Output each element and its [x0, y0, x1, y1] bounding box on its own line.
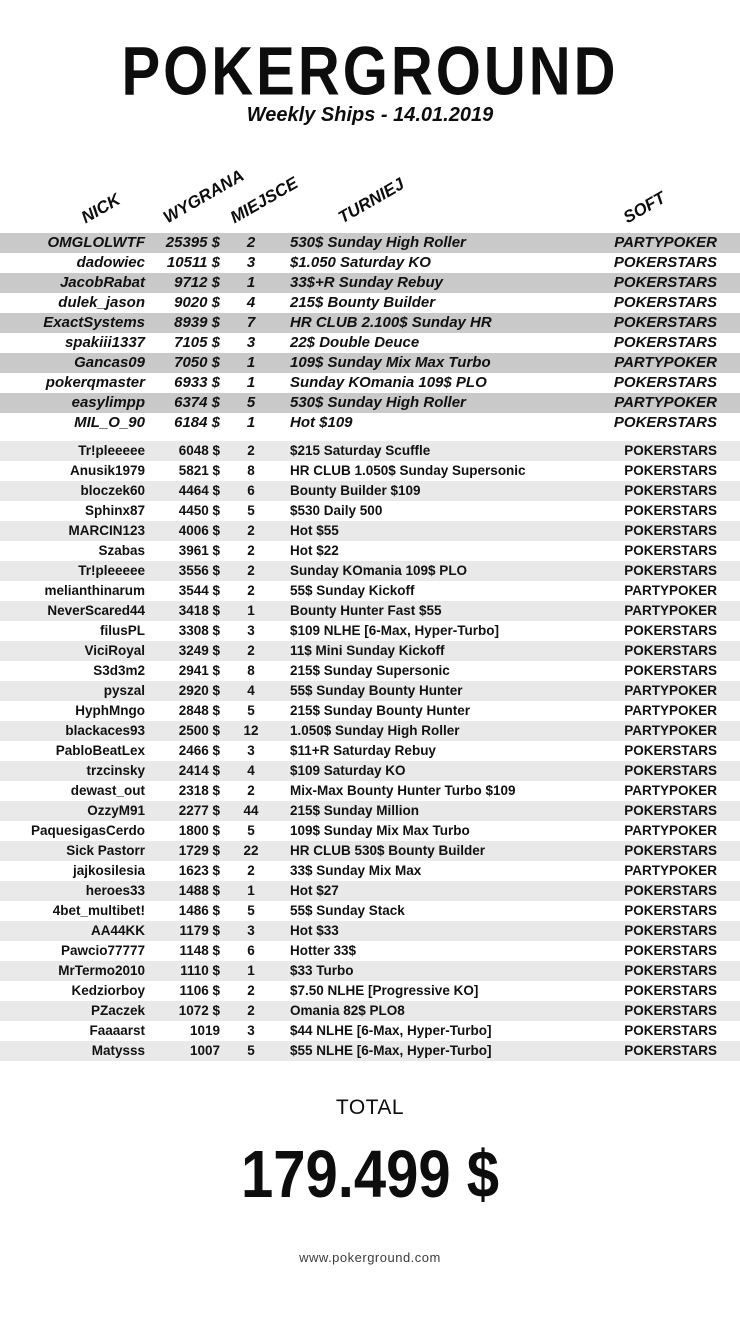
table-row [0, 333, 740, 353]
winnings-cell: 1148 $ [179, 943, 220, 958]
nick-cell: Gancas09 [74, 354, 145, 371]
soft-cell: POKERSTARS [624, 443, 717, 458]
total-label: TOTAL [335, 1096, 405, 1119]
table-row [0, 641, 740, 661]
place-cell: 1 [246, 414, 256, 431]
soft-cell: POKERSTARS [624, 1023, 717, 1038]
nick-cell: 4bet_multibet! [52, 903, 145, 918]
total-amount: 179.499 $ [240, 1137, 500, 1212]
soft-cell: PARTYPOKER [624, 823, 717, 838]
tournament-cell: $109 NLHE [6-Max, Hyper-Turbo] [290, 623, 500, 638]
place-cell: 2 [246, 234, 256, 251]
table-row [0, 233, 740, 253]
nick-cell: ExactSystems [43, 314, 145, 331]
place-cell: 2 [247, 583, 255, 598]
other-results-table [0, 441, 740, 1061]
nick-cell: dadowiec [76, 254, 145, 271]
tournament-cell: 22$ Double Deuce [290, 334, 420, 351]
winnings-cell: 2414 $ [178, 763, 220, 778]
winnings-cell: 7105 $ [174, 334, 220, 351]
winnings-cell: 2500 $ [178, 723, 220, 738]
nick-cell: MIL_O_90 [74, 414, 145, 431]
place-cell: 7 [246, 314, 256, 331]
winnings-cell: 1019 [189, 1023, 220, 1038]
tournament-cell: Hot $33 [290, 923, 339, 938]
soft-cell: POKERSTARS [624, 743, 717, 758]
table-row [0, 273, 740, 293]
tournament-cell: Bounty Builder $109 [290, 483, 421, 498]
soft-cell: POKERSTARS [624, 943, 717, 958]
winnings-cell: 4464 $ [178, 483, 220, 498]
winnings-cell: 6184 $ [174, 414, 220, 431]
place-cell: 3 [247, 743, 255, 758]
winnings-cell: 1007 [189, 1043, 220, 1058]
nick-cell: ViciRoyal [84, 643, 145, 658]
tournament-cell: 109$ Sunday Mix Max Turbo [290, 354, 491, 371]
place-cell: 6 [247, 943, 255, 958]
nick-cell: PabloBeatLex [55, 743, 145, 758]
tournament-cell: Mix-Max Bounty Hunter Turbo $109 [290, 783, 516, 798]
nick-cell: MARCIN123 [68, 523, 145, 538]
soft-cell: PARTYPOKER [614, 234, 717, 251]
soft-cell: POKERSTARS [613, 274, 717, 291]
place-cell: 8 [247, 663, 255, 678]
soft-cell: POKERSTARS [624, 803, 717, 818]
nick-cell: blackaces93 [65, 723, 145, 738]
winnings-cell: 2848 $ [178, 703, 220, 718]
soft-cell: POKERSTARS [624, 563, 717, 578]
place-cell: 6 [247, 483, 255, 498]
table-row [0, 461, 740, 481]
place-cell: 2 [247, 563, 255, 578]
nick-cell: Faaaarst [89, 1023, 145, 1038]
place-cell: 5 [247, 1043, 255, 1058]
table-row [0, 1021, 740, 1041]
winnings-cell: 3544 $ [178, 583, 220, 598]
tournament-cell: Hotter 33$ [290, 943, 357, 958]
soft-cell: PARTYPOKER [624, 863, 717, 878]
place-cell: 5 [247, 503, 255, 518]
table-row [0, 373, 740, 393]
nick-cell: Kedziorboy [71, 983, 145, 998]
nick-cell: heroes33 [85, 883, 145, 898]
soft-cell: POKERSTARS [624, 903, 717, 918]
tournament-cell: 55$ Sunday Bounty Hunter [290, 683, 463, 698]
place-cell: 5 [247, 823, 255, 838]
nick-cell: PZaczek [90, 1003, 145, 1018]
table-row [0, 293, 740, 313]
place-cell: 12 [243, 723, 259, 738]
place-cell: 2 [247, 443, 255, 458]
winnings-cell: 6048 $ [178, 443, 220, 458]
soft-cell: POKERSTARS [624, 623, 717, 638]
table-row [0, 981, 740, 1001]
winnings-cell: 9712 $ [174, 274, 220, 291]
tournament-cell: Sunday KOmania 109$ PLO [290, 563, 468, 578]
place-cell: 1 [246, 374, 256, 391]
nick-cell: Tr!pleeeee [78, 563, 145, 578]
place-cell: 5 [247, 703, 255, 718]
place-cell: 2 [247, 783, 255, 798]
winnings-cell: 7050 $ [174, 354, 220, 371]
table-row [0, 861, 740, 881]
table-row [0, 313, 740, 333]
soft-cell: POKERSTARS [624, 983, 717, 998]
soft-cell: POKERSTARS [624, 463, 717, 478]
place-cell: 44 [243, 803, 259, 818]
website-url: www.pokerground.com [299, 1250, 441, 1265]
table-row [0, 701, 740, 721]
table-row [0, 901, 740, 921]
column-header-soft: SOFT [620, 188, 669, 228]
winnings-cell: 2466 $ [178, 743, 220, 758]
table-row [0, 841, 740, 861]
nick-cell: trzcinsky [86, 763, 145, 778]
tournament-cell: $55 NLHE [6-Max, Hyper-Turbo] [290, 1043, 492, 1058]
soft-cell: POKERSTARS [624, 883, 717, 898]
place-cell: 3 [246, 254, 256, 271]
nick-cell: Matysss [91, 1043, 145, 1058]
place-cell: 22 [243, 843, 259, 858]
nick-cell: S3d3m2 [93, 663, 145, 678]
winnings-cell: 1623 $ [178, 863, 220, 878]
soft-cell: POKERSTARS [624, 963, 717, 978]
soft-cell: POKERSTARS [613, 254, 717, 271]
soft-cell: PARTYPOKER [624, 583, 717, 598]
table-row [0, 413, 740, 433]
nick-cell: Szabas [98, 543, 145, 558]
tournament-cell: HR CLUB 530$ Bounty Builder [290, 843, 486, 858]
table-row [0, 393, 740, 413]
nick-cell: Pawcio77777 [60, 943, 145, 958]
winnings-cell: 2920 $ [178, 683, 220, 698]
tournament-cell: 215$ Sunday Supersonic [290, 663, 450, 678]
table-row [0, 561, 740, 581]
nick-cell: easylimpp [71, 394, 145, 411]
nick-cell: Sick Pastorr [66, 843, 145, 858]
nick-cell: MrTermo2010 [58, 963, 145, 978]
nick-cell: filusPL [99, 623, 145, 638]
tournament-cell: 109$ Sunday Mix Max Turbo [290, 823, 470, 838]
nick-cell: OMGLOLWTF [47, 234, 145, 251]
soft-cell: PARTYPOKER [624, 603, 717, 618]
place-cell: 3 [247, 923, 255, 938]
tournament-cell: HR CLUB 1.050$ Sunday Supersonic [290, 463, 526, 478]
table-row [0, 781, 740, 801]
tournament-cell: $215 Saturday Scuffle [290, 443, 431, 458]
soft-cell: POKERSTARS [613, 414, 717, 431]
place-cell: 2 [247, 643, 255, 658]
winnings-cell: 1488 $ [178, 883, 220, 898]
nick-cell: spakiii1337 [64, 334, 145, 351]
soft-cell: PARTYPOKER [614, 354, 717, 371]
winnings-cell: 3249 $ [178, 643, 220, 658]
report-subtitle: Weekly Ships - 14.01.2019 [246, 104, 494, 126]
soft-cell: POKERSTARS [624, 543, 717, 558]
winnings-cell: 1110 $ [180, 963, 220, 978]
table-row [0, 1041, 740, 1061]
soft-cell: POKERSTARS [624, 843, 717, 858]
column-header-turniej: TURNIEJ [335, 174, 408, 228]
table-row [0, 621, 740, 641]
place-cell: 1 [247, 603, 255, 618]
winnings-cell: 1729 $ [178, 843, 220, 858]
place-cell: 2 [247, 1003, 255, 1018]
nick-cell: pyszal [103, 683, 145, 698]
soft-cell: POKERSTARS [624, 923, 717, 938]
soft-cell: POKERSTARS [624, 1043, 717, 1058]
soft-cell: POKERSTARS [624, 503, 717, 518]
soft-cell: PARTYPOKER [614, 394, 717, 411]
winnings-cell: 8939 $ [174, 314, 220, 331]
nick-cell: AA44KK [90, 923, 145, 938]
nick-cell: Sphinx87 [84, 503, 145, 518]
winnings-cell: 2318 $ [178, 783, 220, 798]
table-row [0, 801, 740, 821]
winnings-cell: 6933 $ [174, 374, 220, 391]
winnings-cell: 9020 $ [174, 294, 220, 311]
table-row [0, 541, 740, 561]
tournament-cell: Bounty Hunter Fast $55 [290, 603, 442, 618]
winnings-cell: 1800 $ [178, 823, 220, 838]
soft-cell: POKERSTARS [613, 294, 717, 311]
table-row [0, 253, 740, 273]
tournament-cell: 55$ Sunday Kickoff [290, 583, 415, 598]
tournament-cell: 55$ Sunday Stack [290, 903, 405, 918]
winnings-cell: 4006 $ [178, 523, 220, 538]
tournament-cell: Hot $109 [290, 414, 353, 431]
table-row [0, 661, 740, 681]
soft-cell: POKERSTARS [624, 663, 717, 678]
place-cell: 2 [247, 863, 255, 878]
table-row [0, 821, 740, 841]
place-cell: 3 [246, 334, 256, 351]
place-cell: 1 [246, 354, 256, 371]
table-row [0, 681, 740, 701]
nick-cell: Tr!pleeeee [78, 443, 145, 458]
nick-cell: NeverScared44 [47, 603, 145, 618]
place-cell: 2 [247, 543, 255, 558]
table-row [0, 961, 740, 981]
soft-cell: POKERSTARS [624, 1003, 717, 1018]
place-cell: 3 [247, 1023, 255, 1038]
winnings-cell: 3308 $ [178, 623, 220, 638]
winnings-cell: 1106 $ [179, 983, 220, 998]
place-cell: 4 [247, 683, 255, 698]
nick-cell: HyphMngo [75, 703, 145, 718]
tournament-cell: HR CLUB 2.100$ Sunday HR [290, 314, 492, 331]
tournament-cell: 33$ Sunday Mix Max [290, 863, 422, 878]
tournament-cell: 530$ Sunday High Roller [290, 394, 466, 411]
winnings-cell: 1179 $ [179, 923, 220, 938]
pokerground-logo: POKERGROUND [121, 33, 619, 110]
place-cell: 4 [247, 763, 255, 778]
winnings-cell: 4450 $ [178, 503, 220, 518]
table-row [0, 941, 740, 961]
column-headers [0, 0, 740, 233]
tournament-cell: 215$ Bounty Builder [290, 294, 436, 311]
winnings-cell: 1072 $ [178, 1003, 220, 1018]
nick-cell: OzzyM91 [87, 803, 145, 818]
tournament-cell: 530$ Sunday High Roller [290, 234, 466, 251]
table-row [0, 601, 740, 621]
nick-cell: PaquesigasCerdo [30, 823, 145, 838]
place-cell: 1 [246, 274, 256, 291]
tournament-cell: $530 Daily 500 [290, 503, 383, 518]
winnings-cell: 6374 $ [174, 394, 220, 411]
place-cell: 8 [247, 463, 255, 478]
soft-cell: POKERSTARS [624, 763, 717, 778]
winnings-cell: 2277 $ [178, 803, 220, 818]
place-cell: 1 [247, 963, 255, 978]
table-row [0, 441, 740, 461]
table-row [0, 521, 740, 541]
tournament-cell: $44 NLHE [6-Max, Hyper-Turbo] [290, 1023, 492, 1038]
table-row [0, 721, 740, 741]
place-cell: 4 [246, 294, 256, 311]
winnings-cell: 3418 $ [178, 603, 220, 618]
soft-cell: PARTYPOKER [624, 723, 717, 738]
table-row [0, 741, 740, 761]
table-row [0, 881, 740, 901]
nick-cell: bloczek60 [80, 483, 145, 498]
tournament-cell: 11$ Mini Sunday Kickoff [290, 643, 445, 658]
soft-cell: POKERSTARS [613, 374, 717, 391]
winnings-cell: 5821 $ [178, 463, 220, 478]
soft-cell: PARTYPOKER [624, 683, 717, 698]
tournament-cell: Hot $22 [290, 543, 339, 558]
winnings-cell: 3961 $ [178, 543, 220, 558]
top10-results-table [0, 233, 740, 433]
tournament-cell: 215$ Sunday Million [290, 803, 420, 818]
tournament-cell: 1.050$ Sunday High Roller [290, 723, 460, 738]
table-row [0, 481, 740, 501]
tournament-cell: Hot $27 [290, 883, 339, 898]
soft-cell: POKERSTARS [613, 314, 717, 331]
column-header-miejsce: MIEJSCE [227, 173, 302, 228]
place-cell: 3 [247, 623, 255, 638]
soft-cell: POKERSTARS [624, 483, 717, 498]
nick-cell: Anusik1979 [69, 463, 145, 478]
place-cell: 5 [247, 903, 255, 918]
place-cell: 1 [247, 883, 255, 898]
winnings-cell: 25395 $ [165, 234, 220, 251]
winnings-cell: 10511 $ [166, 254, 220, 271]
soft-cell: PARTYPOKER [624, 703, 717, 718]
tournament-cell: 33$+R Sunday Rebuy [290, 274, 443, 291]
table-row [0, 501, 740, 521]
table-row [0, 581, 740, 601]
place-cell: 2 [247, 983, 255, 998]
soft-cell: POKERSTARS [613, 334, 717, 351]
nick-cell: jajkosilesia [72, 863, 145, 878]
column-header-wygrana: WYGRANA [160, 165, 248, 228]
soft-cell: PARTYPOKER [624, 783, 717, 798]
table-row [0, 1001, 740, 1021]
table-row [0, 761, 740, 781]
place-cell: 5 [246, 394, 256, 411]
tournament-cell: $11+R Saturday Rebuy [290, 743, 436, 758]
winnings-cell: 1486 $ [178, 903, 220, 918]
soft-cell: POKERSTARS [624, 523, 717, 538]
table-row [0, 353, 740, 373]
winnings-cell: 2941 $ [178, 663, 220, 678]
nick-cell: melianthinarum [44, 583, 145, 598]
place-cell: 2 [247, 523, 255, 538]
nick-cell: pokerqmaster [45, 374, 145, 391]
tournament-cell: $1.050 Saturday KO [290, 254, 431, 271]
winnings-cell: 3556 $ [178, 563, 220, 578]
nick-cell: dewast_out [70, 783, 145, 798]
nick-cell: JacobRabat [59, 274, 145, 291]
tournament-cell: Omania 82$ PLO8 [290, 1003, 405, 1018]
column-header-nick: NICK [78, 189, 124, 228]
tournament-cell: 215$ Sunday Bounty Hunter [290, 703, 471, 718]
tournament-cell: Sunday KOmania 109$ PLO [290, 374, 487, 391]
tournament-cell: $33 Turbo [290, 963, 354, 978]
table-row [0, 921, 740, 941]
tournament-cell: $109 Saturday KO [290, 763, 406, 778]
tournament-cell: $7.50 NLHE [Progressive KO] [290, 983, 479, 998]
soft-cell: POKERSTARS [624, 643, 717, 658]
nick-cell: dulek_jason [58, 294, 145, 311]
tournament-cell: Hot $55 [290, 523, 339, 538]
